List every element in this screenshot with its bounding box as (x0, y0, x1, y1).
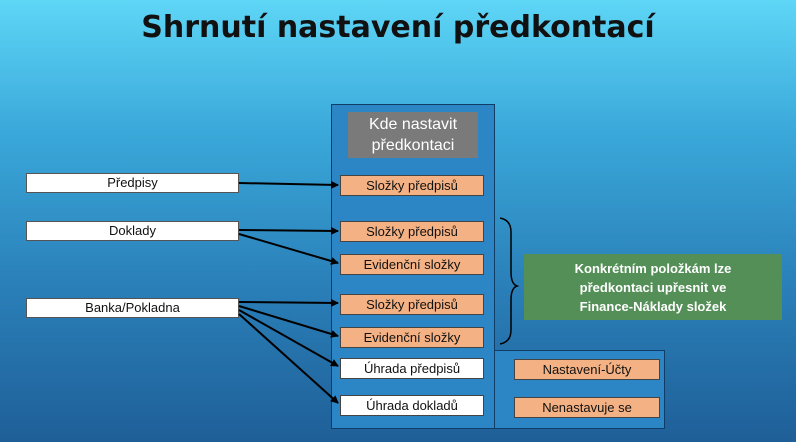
note-line3: Finance-Náklady složek (579, 299, 727, 314)
arrow-banka-evidencni (239, 306, 338, 336)
target-uhrada-dokladu: Úhrada dokladů (340, 395, 484, 416)
diagram-title: Shrnutí nastavení předkontací (141, 10, 655, 45)
target-slozky-predpisu-2: Složky předpisů (340, 221, 484, 242)
source-predpisy: Předpisy (26, 173, 239, 193)
target-uhrada-predpisu: Úhrada předpisů (340, 358, 484, 379)
arrow-banka-slozky (239, 302, 338, 303)
brace (500, 218, 517, 344)
target-slozky-predpisu-1: Složky předpisů (340, 175, 484, 196)
note-line2: předkontaci upřesnit ve (579, 280, 727, 295)
setting-nenastavuje-se: Nenastavuje se (514, 397, 660, 418)
panel-header-line1: Kde nastavit (368, 116, 458, 133)
target-evidencni-slozky-2: Evidenční složky (340, 327, 484, 348)
note-line1: Konkrétním položkám lze (574, 261, 732, 276)
target-evidencni-slozky-1: Evidenční složky (340, 254, 484, 275)
arrow-doklady-slozky (239, 230, 338, 231)
arrow-predpisy-slozky (239, 183, 338, 185)
source-banka-pokladna: Banka/Pokladna (26, 298, 239, 318)
source-doklady: Doklady (26, 221, 239, 241)
setting-nastaveni-ucty: Nastavení-Účty (514, 359, 660, 380)
panel-header-line2: předkontaci (371, 137, 455, 154)
arrow-doklady-evidencni (239, 234, 338, 263)
target-slozky-predpisu-3: Složky předpisů (340, 294, 484, 315)
